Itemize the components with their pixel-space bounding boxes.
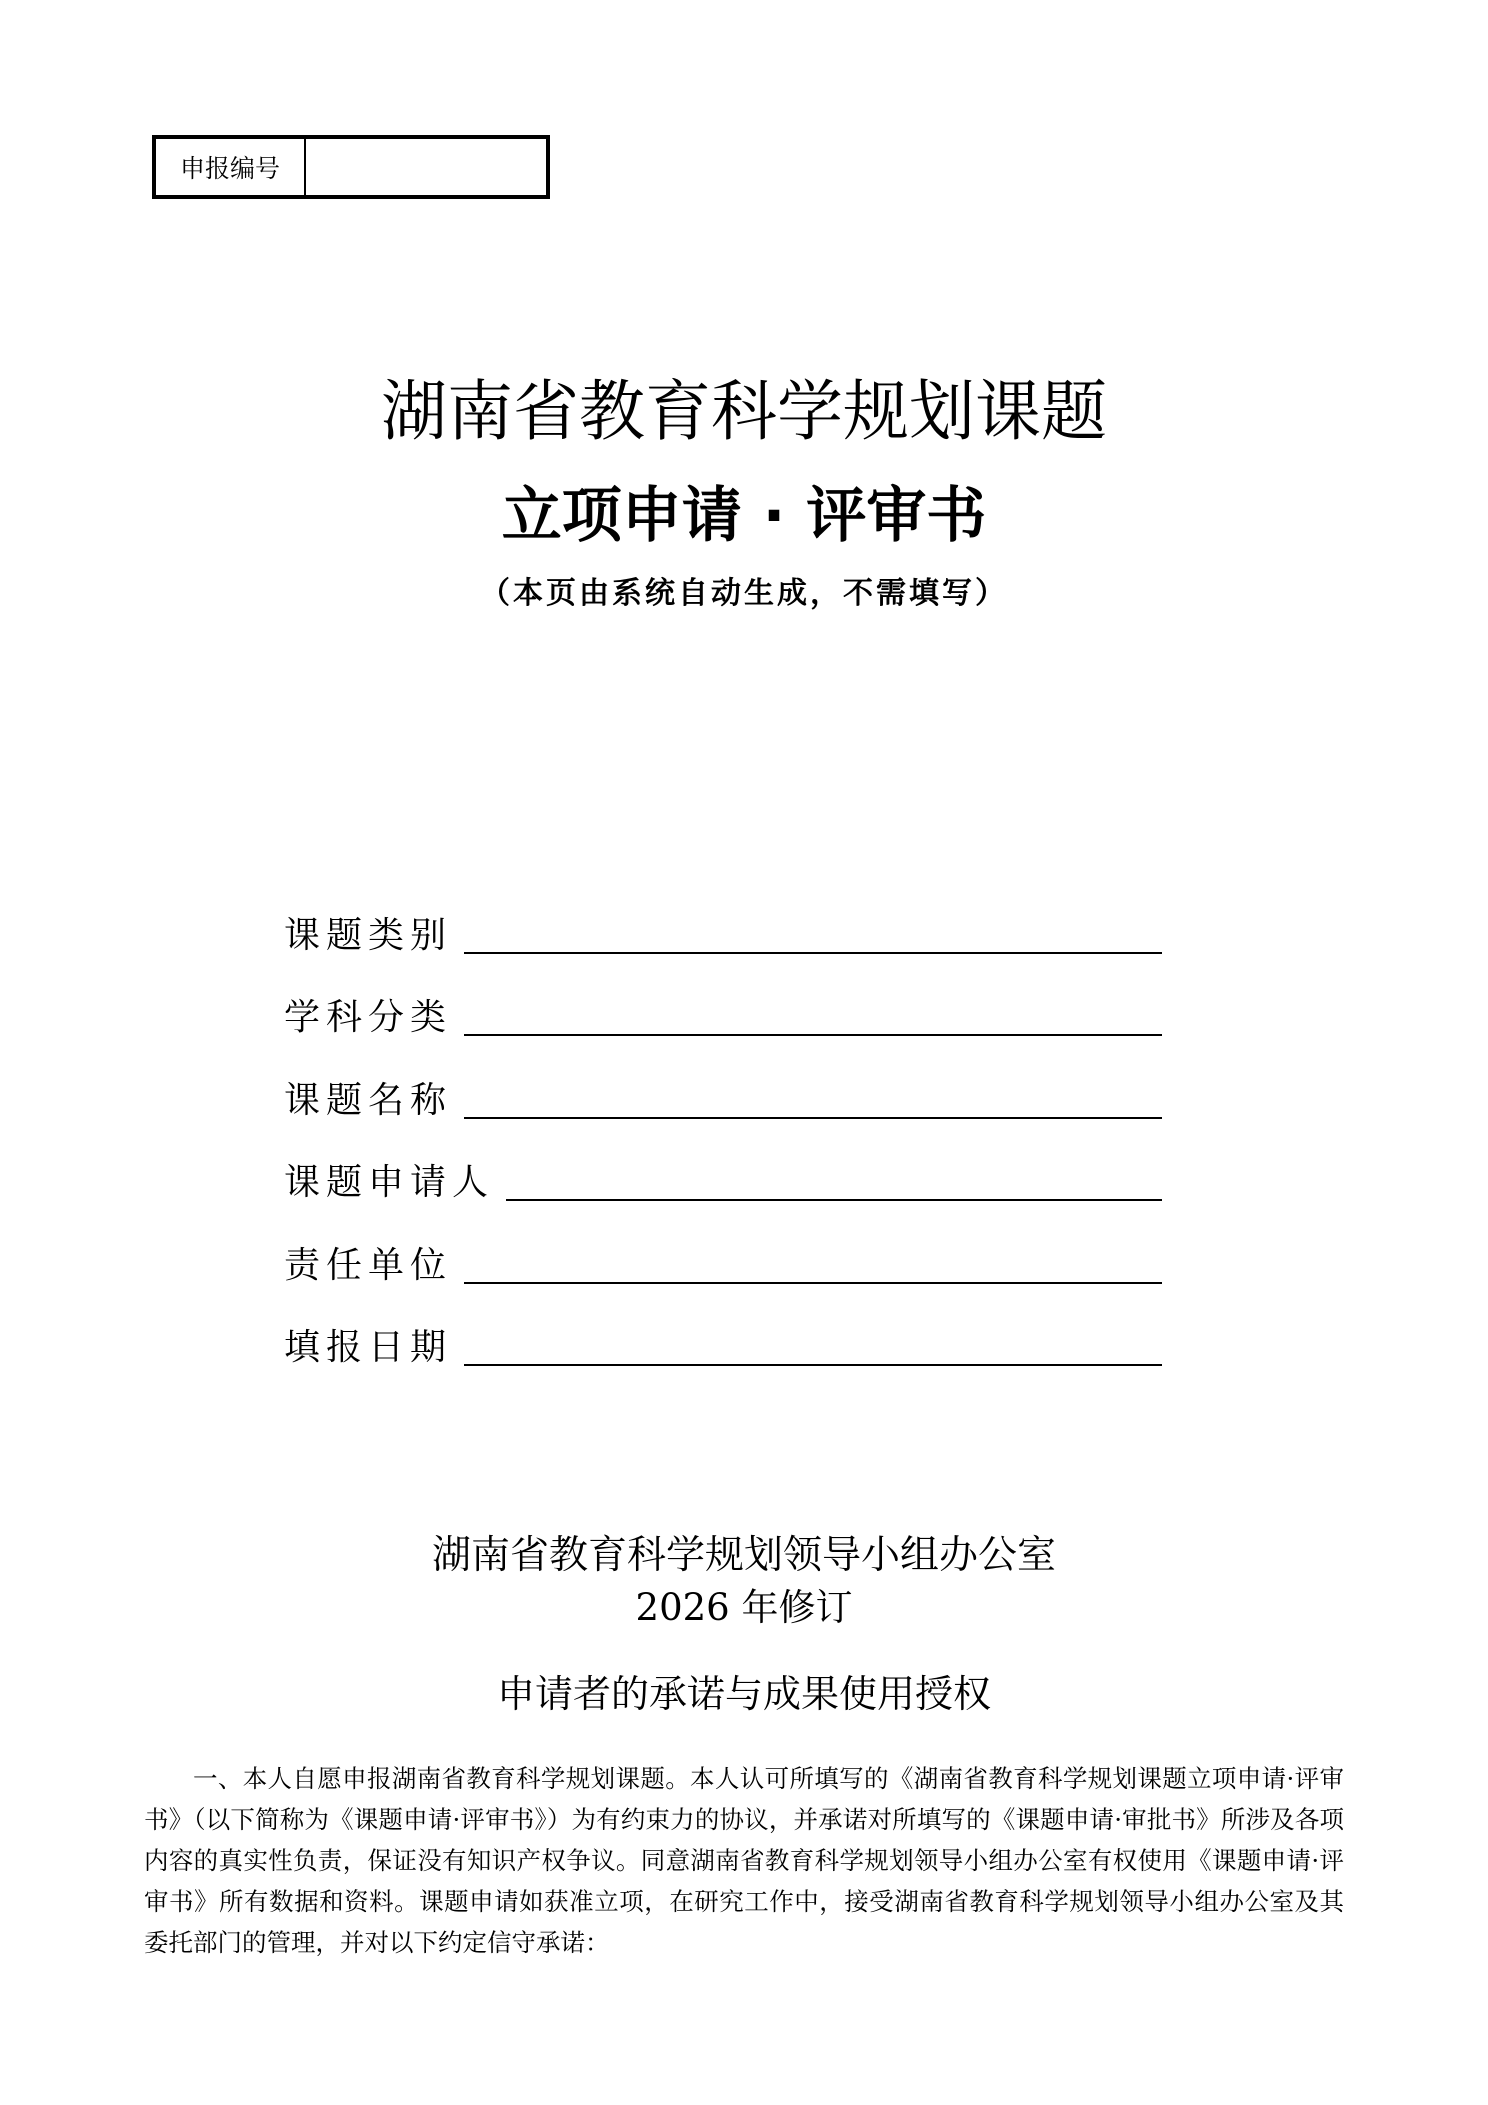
- field-label: 课题类别: [284, 915, 453, 956]
- field-input-line[interactable]: [464, 950, 1162, 954]
- field-input-line[interactable]: [464, 1115, 1162, 1119]
- auto-generated-note: （本页由系统自动生成，不需填写）: [480, 576, 1008, 611]
- field-label: 课题申请人: [284, 1162, 495, 1203]
- field-applicant: [284, 1149, 1162, 1205]
- field-responsible-unit: [284, 1232, 1162, 1288]
- field-label: 填报日期: [284, 1327, 453, 1368]
- field-filing-date: [284, 1314, 1162, 1370]
- pledge-paragraph: 一、本人自愿申报湖南省教育科学规划课题。本人认可所填写的《湖南省教育科学规划课题立项申请·评审书》（以下简称为《课题申请·评审书》）为有约束力的协议，并承诺对所填写的《课题申请·审批书》所涉及各项内容的真实性负责，保证没有知识产权争议。同意湖南省教育科学规划领导小组办公室有权使用《课题申请·评审书》所有数据和资料。课题申请如获准立项，在研究工作中，接受湖南省教育科学规划领导小组办公室及其委托部门的管理，并对以下约定信守承诺：: [144, 1764, 1344, 1957]
- issuing-office: 湖南省教育科学规划领导小组办公室: [431, 1533, 1056, 1578]
- field-input-line[interactable]: [464, 1280, 1162, 1284]
- document-subtitle: 立项申请 · 评审书: [501, 481, 987, 551]
- serial-number-label: 申报编号: [156, 139, 306, 195]
- field-label: 课题名称: [284, 1080, 453, 1121]
- field-topic-category: [284, 902, 1162, 958]
- field-input-line[interactable]: [506, 1197, 1162, 1201]
- field-input-line[interactable]: [464, 1032, 1162, 1036]
- revision-year: 2026 年修订: [635, 1586, 853, 1629]
- field-input-line[interactable]: [464, 1362, 1162, 1366]
- field-topic-name: [284, 1067, 1162, 1123]
- pledge-title: 申请者的承诺与成果使用授权: [496, 1672, 991, 1716]
- field-subject-classification: [284, 984, 1162, 1040]
- field-label: 学科分类: [284, 997, 453, 1038]
- serial-number-box: [152, 135, 550, 199]
- field-label: 责任单位: [284, 1245, 453, 1286]
- document-title: 湖南省教育科学规划课题: [381, 373, 1107, 450]
- serial-number-value[interactable]: [306, 139, 546, 195]
